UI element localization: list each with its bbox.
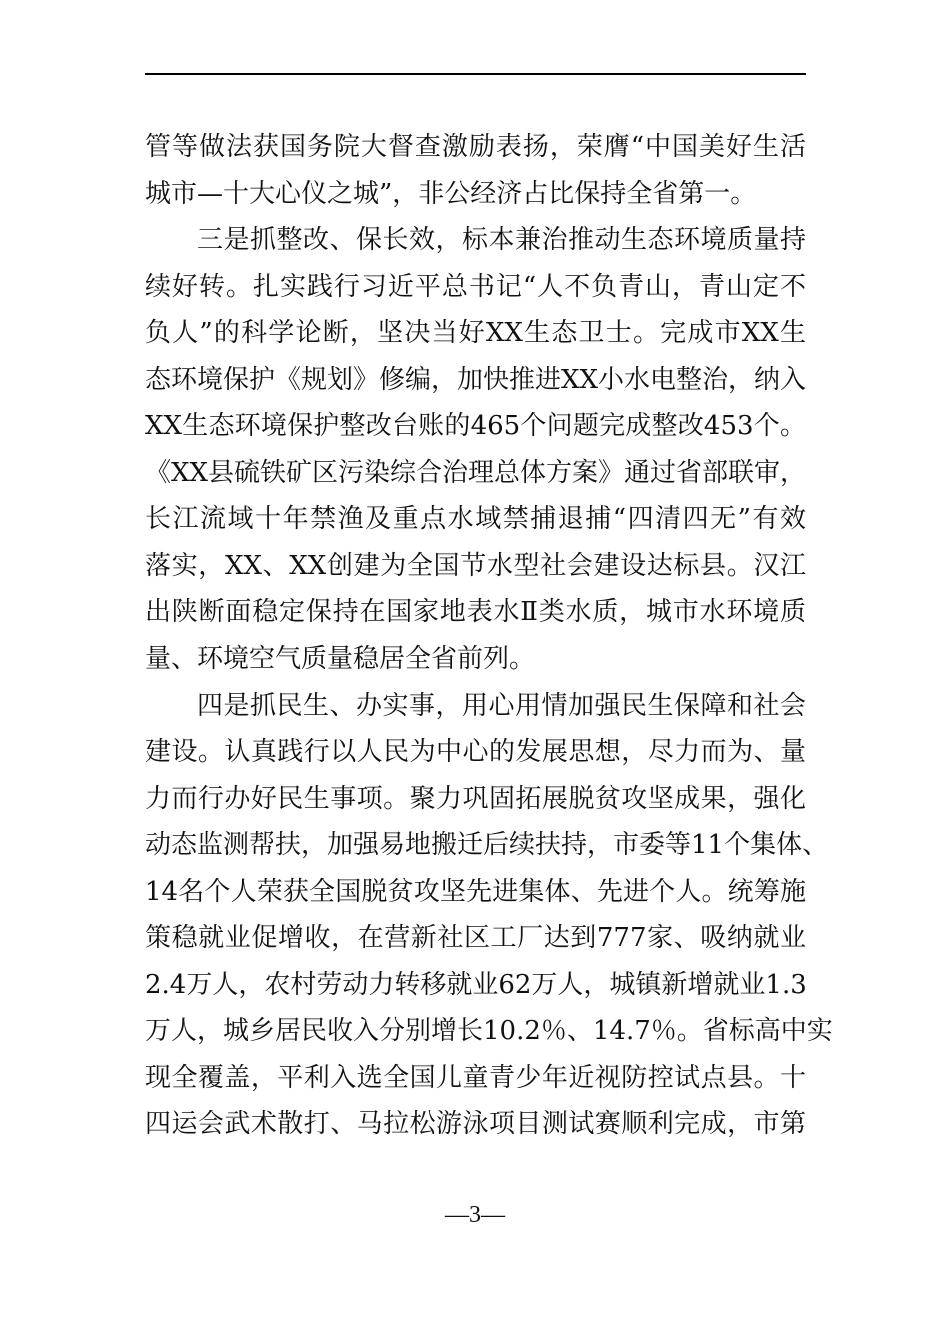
text-line: 管等做法获国务院大督查激励表扬，荣膺“中国美好生活 [145,132,806,162]
text-line: 力而行办好民生事项。聚力巩固拓展脱贫攻坚成果，强化 [145,783,806,814]
text-line: 负人”的科学论断，坚决当好XX生态卫士。完成市XX生 [145,318,806,349]
text-line: 四是抓民生、办实事，用心用情加强民生保障和社会 [197,690,806,721]
text-line: 态环境保护《规划》修编，加快推进XX小水电整治，纳入 [145,364,807,395]
text-line: 《XX县硫铁矿区污染综合治理总体方案》通过省部联审， [145,457,807,488]
text-line: 城市—十大心仪之城”，非公经济占比保持全省第一。 [145,178,757,209]
text-line: 续好转。扎实践行习近平总书记“人不负青山，青山定不 [145,271,806,302]
header-rule [145,73,806,75]
page-number: —3— [445,1202,505,1228]
text-line: 2.4万人，农村劳动力转移就业62万人，城镇新增就业1.3 [145,969,807,1000]
text-line: 长江流域十年禁渔及重点水域禁捕退捕“四清四无”有效 [145,504,806,535]
text-line: 动态监测帮扶，加强易地搬迁后续扶持，市委等11个集体、 [145,830,829,861]
text-line: 量、环境空气质量稳居全省前列。 [145,644,536,675]
text-line: 四运会武术散打、马拉松游泳项目测试赛顺利完成，市第 [145,1109,806,1140]
body-text [145,124,833,1148]
text-line: 14名个人荣获全国脱贫攻坚先进集体、先进个人。统筹施 [145,876,806,907]
text-line: 建设。认真践行以人民为中心的发展思想，尽力而为、量 [145,737,806,768]
text-line: 万人，城乡居民收入分别增长10.2％、14.7％。省标高中实 [145,1016,833,1047]
text-line: 落实，XX、XX创建为全国节水型社会建设达标县。汉江 [145,550,806,581]
text-line: 出陕断面稳定保持在国家地表水Ⅱ类水质，城市水环境质 [145,597,806,628]
text-line: 现全覆盖，平利入选全国儿童青少年近视防控试点县。十 [145,1062,806,1093]
text-line: XX生态环境保护整改台账的465个问题完成整改453个。 [145,411,806,442]
text-line: 三是抓整改、保长效，标本兼治推动生态环境质量持 [197,225,806,256]
text-line: 策稳就业促增收，在营新社区工厂达到777家、吸纳就业 [145,923,806,954]
